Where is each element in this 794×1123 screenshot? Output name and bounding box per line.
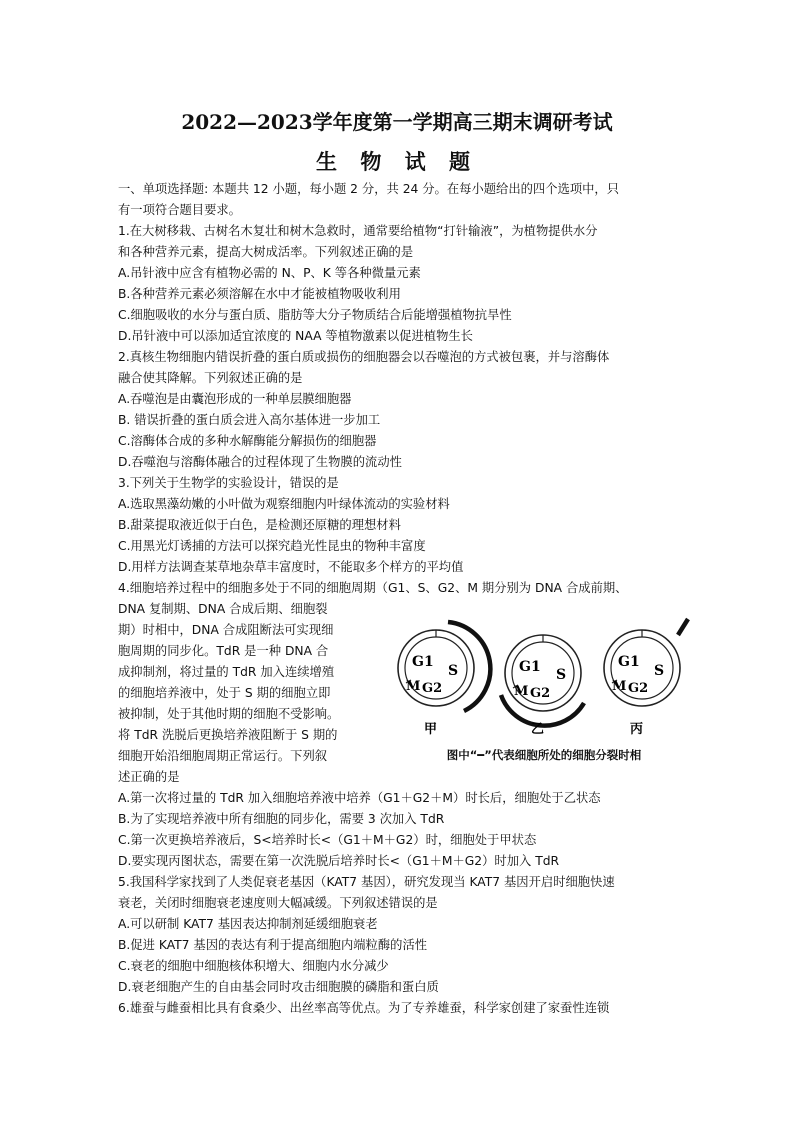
q4-stem-line: 期）时相中，DNA 合成阻断法可实现细 — [118, 623, 334, 637]
q2-stem-line: 融合使其降解。下列叙述正确的是 — [118, 371, 303, 385]
cell-label-yi: 乙 — [531, 722, 545, 737]
section-heading-line: 有一项符合题目要求。 — [118, 203, 241, 217]
q1-option-d: D.吊针液中可以添加适宜浓度的 NAA 等植物激素以促进植物生长 — [118, 329, 473, 343]
q6-stem-line: 6.雄蚕与雌蚕相比具有食桑少、出丝率高等优点。为了专养雄蚕，科学家创建了家蚕性连锁 — [118, 1001, 610, 1015]
q2-option-d: D.吞噬泡与溶酶体融合的过程体现了生物膜的流动性 — [118, 455, 402, 469]
q4-stem-wrapped — [118, 599, 380, 788]
cell-cycle-jia — [398, 622, 490, 737]
figure-caption: 图中“━”代表细胞所处的细胞分裂时相 — [446, 748, 642, 762]
q5-stem-line: 5.我国科学家找到了人类促衰老基因（KAT7 基因），研究发现当 KAT7 基因开启时细胞快速 — [118, 875, 615, 889]
q4-stem-line: 成抑制剂，将过量的 TdR 加入连续增殖 — [118, 665, 335, 679]
phase-label-m: M — [612, 679, 627, 694]
exam-content — [118, 179, 696, 1019]
q1-option-b: B.各种营养元素必须溶解在水中才能被植物吸收利用 — [118, 287, 401, 301]
q4-option-b: B.为了实现培养液中所有细胞的同步化，需要 3 次加入 TdR — [118, 812, 445, 826]
q4-stem-line: DNA 复制期、DNA 合成后期、细胞裂 — [118, 602, 328, 616]
phase-label-g2: G2 — [628, 681, 649, 696]
q4-stem-line: 细胞开始沿细胞周期正常运行。下列叙 — [118, 749, 328, 763]
q5-option-b: B.促进 KAT7 基因的表达有利于提高细胞内端粒酶的活性 — [118, 938, 428, 952]
cell-cycle-diagrams — [388, 613, 700, 743]
q2-stem-line: 2.真核生物细胞内错误折叠的蛋白质或损伤的细胞器会以吞噬泡的方式被包裹，并与溶酶体 — [118, 350, 610, 364]
cell-cycle-bing — [604, 619, 688, 737]
q4-option-d: D.要实现丙图状态，需要在第一次洗脱后培养时长<（G1＋M＋G2）时加入 TdR — [118, 854, 560, 868]
q5-option-d: D.衰老细胞产生的自由基会同时攻击细胞膜的磷脂和蛋白质 — [118, 980, 439, 994]
phase-arc-marker — [678, 619, 688, 635]
q4-stem-line: 的细胞培养液中，处于 S 期的细胞立即 — [118, 686, 331, 700]
q4-option-c: C.第一次更换培养液后，S<培养时长<（G1＋M＋G2）时，细胞处于甲状态 — [118, 833, 537, 847]
q4-option-a: A.第一次将过量的 TdR 加入细胞培养液中培养（G1＋G2＋M）时长后，细胞处于乙状态 — [118, 791, 601, 805]
q1-stem-line: 1.在大树移栽、古树名木复壮和树木急救时，通常要给植物“打针输液”，为植物提供水分 — [118, 224, 598, 238]
q3-option-a: A.选取黑藻幼嫩的小叶做为观察细胞内叶绿体流动的实验材料 — [118, 497, 450, 511]
phase-label-g1: G1 — [618, 654, 640, 670]
phase-label-g1: G1 — [519, 659, 541, 675]
q1-option-c: C.细胞吸收的水分与蛋白质、脂肪等大分子物质结合后能增强植物抗旱性 — [118, 308, 512, 322]
q3-stem-line: 3.下列关于生物学的实验设计，错误的是 — [118, 476, 339, 490]
q4-stem-line: 胞周期的同步化。TdR 是一种 DNA 合 — [118, 644, 329, 658]
q5-option-a: A.可以研制 KAT7 基因表达抑制剂延缓细胞衰老 — [118, 917, 378, 931]
section-heading-line: 一、单项选择题: 本题共 12 小题，每小题 2 分，共 24 分。在每小题给出的四个选项中，只 — [118, 182, 620, 196]
q4-stem-line: 述正确的是 — [118, 770, 180, 784]
q5-option-c: C.衰老的细胞中细胞核体积增大、细胞内水分减少 — [118, 959, 389, 973]
q3-option-d: D.用样方法调查某草地杂草丰富度时，不能取多个样方的平均值 — [118, 560, 464, 574]
subject-title: 生 物 试 题 — [316, 149, 478, 174]
q4-stem-first-line: 4.细胞培养过程中的细胞多处于不同的细胞周期（G1、S、G2、M 期分别为 DNA 合成前期、 — [118, 581, 628, 595]
phase-label-m: M — [514, 684, 529, 699]
q4-stem-with-figure — [118, 599, 696, 788]
q2-option-c: C.溶酶体合成的多种水解酶能分解损伤的细胞器 — [118, 434, 377, 448]
phase-label-s: S — [556, 667, 567, 683]
q3-option-c: C.用黑光灯诱捕的方法可以探究趋光性昆虫的物种丰富度 — [118, 539, 426, 553]
cell-label-bing: 丙 — [630, 722, 644, 737]
phase-label-s: S — [654, 663, 665, 679]
cell-cycle-yi — [501, 635, 584, 737]
cell-cycle-figure — [388, 613, 700, 773]
q2-option-a: A.吞噬泡是由囊泡形成的一种单层膜细胞器 — [118, 392, 352, 406]
phase-label-m: M — [406, 679, 421, 694]
phase-label-g1: G1 — [412, 654, 434, 670]
q4-stem-line: 将 TdR 洗脱后更换培养液阻断于 S 期的 — [118, 728, 338, 742]
q4-stem-line: 被抑制，处于其他时期的细胞不受影响。 — [118, 707, 340, 721]
cell-label-jia: 甲 — [424, 722, 438, 737]
phase-label-g2: G2 — [422, 681, 443, 696]
q1-stem-line: 和各种营养元素，提高大树成活率。下列叙述正确的是 — [118, 245, 414, 259]
q2-option-b: B. 错误折叠的蛋白质会进入高尔基体进一步加工 — [118, 413, 381, 427]
exam-title: 2022—2023学年度第一学期高三期末调研考试 — [181, 110, 613, 134]
q1-option-a: A.吊针液中应含有植物必需的 N、P、K 等各种微量元素 — [118, 266, 421, 280]
phase-label-g2: G2 — [530, 686, 551, 701]
q3-option-b: B.甜菜提取液近似于白色，是检测还原糖的理想材料 — [118, 518, 401, 532]
phase-label-s: S — [448, 663, 459, 679]
q5-stem-line: 衰老，关闭时细胞衰老速度则大幅减缓。下列叙述错误的是 — [118, 896, 438, 910]
